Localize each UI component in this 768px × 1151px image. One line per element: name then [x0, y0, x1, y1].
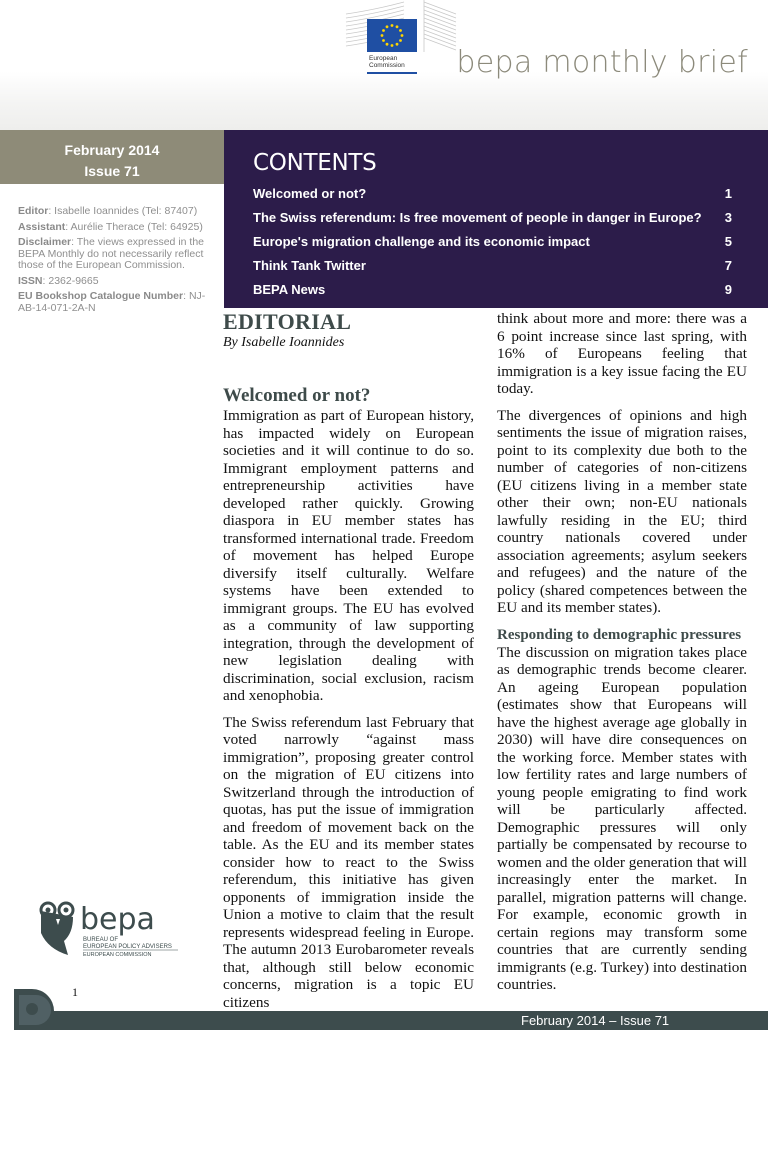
toc-item[interactable]: [253, 207, 732, 227]
bepa-logo: [38, 897, 183, 959]
article-paragraph: The Swiss referendum last February that voted narrowly “against mass immigration”, proposing greater control on the migration of EU citizens into Switzerland through the introduction of quotas, has put the issue of immigration and freedom of movement back on the table. As the EU and its member states consider how to react to the Swiss referendum, this initiative has given opponents of immigration inside the Union a motive to claim that the result represents widespread feeling in Europe. The autumn 2013 Eurobarometer reveals that, although still below economic concerns, migration is a topic EU citizens: [223, 713, 474, 1011]
assistant-value: : Aurélie Therace (Tel: 64925): [65, 220, 203, 233]
catalogue-label: EU Bookshop Catalogue Number: [18, 290, 184, 302]
disclaimer-info: [18, 237, 213, 272]
catalogue-value: : NJ-AB-14-071-2A-N: [18, 290, 206, 314]
editor-value: : Isabelle Ioannides (Tel: 87407): [48, 205, 198, 217]
bepa-logo-line1: BUREAU OF: [83, 937, 119, 943]
eu-flag-icon: [367, 19, 417, 52]
article-subheading: Responding to demographic pressures: [497, 626, 742, 643]
european-commission-logo: [344, 0, 458, 78]
toc-item[interactable]: [253, 279, 732, 299]
masthead-info: [18, 206, 213, 318]
contents-panel: [224, 130, 768, 308]
toc-item-page: 3: [724, 209, 732, 225]
assistant-info: [18, 222, 213, 234]
catalogue-info: [18, 291, 213, 314]
toc-item[interactable]: [253, 183, 732, 203]
bepa-wordmark: bepa: [80, 902, 155, 937]
issue-date: February 2014: [64, 142, 160, 158]
toc-item-label: Europe's migration challenge and its economic impact: [253, 233, 590, 249]
toc-item-label: Welcomed or not?: [253, 185, 367, 201]
assistant-label: Assistant: [18, 220, 66, 233]
header: [0, 0, 768, 130]
page-number: 1: [72, 985, 78, 999]
article-paragraph: The divergences of opinions and high sentiments the issue of migration raises, point to its complexity due both to the number of categories of non-citizens (EU citizens living in a member state other their own; non-EU nationals lawfully residing in the EU; third country nationals covered under association agreements; asylum seekers and refugees) and the nature of the policy (shared competences between the EU and its member states).: [497, 406, 747, 616]
issue-box: [0, 130, 224, 184]
toc-item-page: 1: [724, 185, 732, 201]
disclaimer-label: Disclaimer: [18, 236, 72, 248]
bepa-logo-line3: EUROPEAN COMMISSION: [83, 952, 152, 958]
toc-item-label: The Swiss referendum: Is free movement of people in danger in Europe?: [253, 209, 702, 225]
publication-title: bepa monthly brief: [456, 45, 748, 80]
issue-number: Issue 71: [84, 163, 140, 179]
issn-info: [18, 276, 213, 288]
toc-item[interactable]: [253, 255, 732, 275]
byline: By Isabelle Ioannides: [223, 335, 345, 350]
disclaimer-value: : The views expressed in the BEPA Monthly do not necessarily reflect those of the European Commission.: [18, 236, 205, 271]
article-column-left: [223, 310, 474, 1020]
toc-item-label: BEPA News: [253, 281, 326, 297]
bepa-logo-line2: EUROPEAN POLICY ADVISERS: [83, 944, 172, 950]
article-heading: Welcomed or not?: [223, 385, 371, 406]
article-paragraph: The discussion on migration takes place as demographic trends become clearer. An ageing European population (estimates show that Europeans will have the highest average age globally in 2030) will have dire consequences on the working force. Member states with low fertility rates and large numbers of young people emigrating to find work will be particularly affected. Demographic pressures will only partially be compensated by recourse to women and the older generation that will increasingly enter the market. In parallel, migration patterns will change. For example, economic growth in certain regions may transform some countries that are currently sending immigrants (e.g. Turkey) into destination countries.: [497, 643, 747, 993]
ec-logo-text-line1: European: [369, 55, 398, 62]
footer-tab-dot: [26, 1003, 38, 1015]
article-column-right: [497, 310, 747, 1003]
issn-value: : 2362-9665: [42, 274, 99, 287]
toc-item-page: 7: [724, 257, 732, 273]
toc-item[interactable]: [253, 231, 732, 251]
toc-item-page: 5: [724, 233, 732, 249]
article-paragraph: think about more and more: there was a 6 point increase since last spring, with 16% of Europeans feeling that immigration is a key issue facing the EU today.: [497, 310, 747, 397]
owl-icon: [38, 897, 183, 959]
toc-item-label: Think Tank Twitter: [253, 257, 366, 273]
ec-logo-text-line2: Commission: [369, 62, 405, 69]
editor-info: [18, 206, 213, 218]
ec-logo-text: [369, 55, 405, 69]
footer-issue-text: February 2014 – Issue 71: [521, 1013, 670, 1028]
article-paragraph: Immigration as part of European history, has impacted widely on European societies and it will continue to do so. Immigrant employment patterns and entrepreneurship activities have developed rather quickly. Growing diaspora in EU member states has transformed international trade. Freedom of movement has helped Europe diversify itself culturally. Welfare systems have been extended to immigrant groups. The EU has evolved as a community of law supporting integration, through the development of new legislation dealing with discrimination, social exclusion, racism and xenophobia.: [223, 407, 474, 704]
toc-item-page: 9: [724, 281, 732, 297]
contents-title: CONTENTS: [253, 150, 377, 176]
ec-logo-underline: [367, 72, 417, 74]
issn-label: ISSN: [18, 274, 43, 287]
section-title: EDITORIAL: [223, 309, 352, 334]
editor-label: Editor: [18, 205, 49, 217]
footer-tab-icon: [14, 989, 54, 1030]
